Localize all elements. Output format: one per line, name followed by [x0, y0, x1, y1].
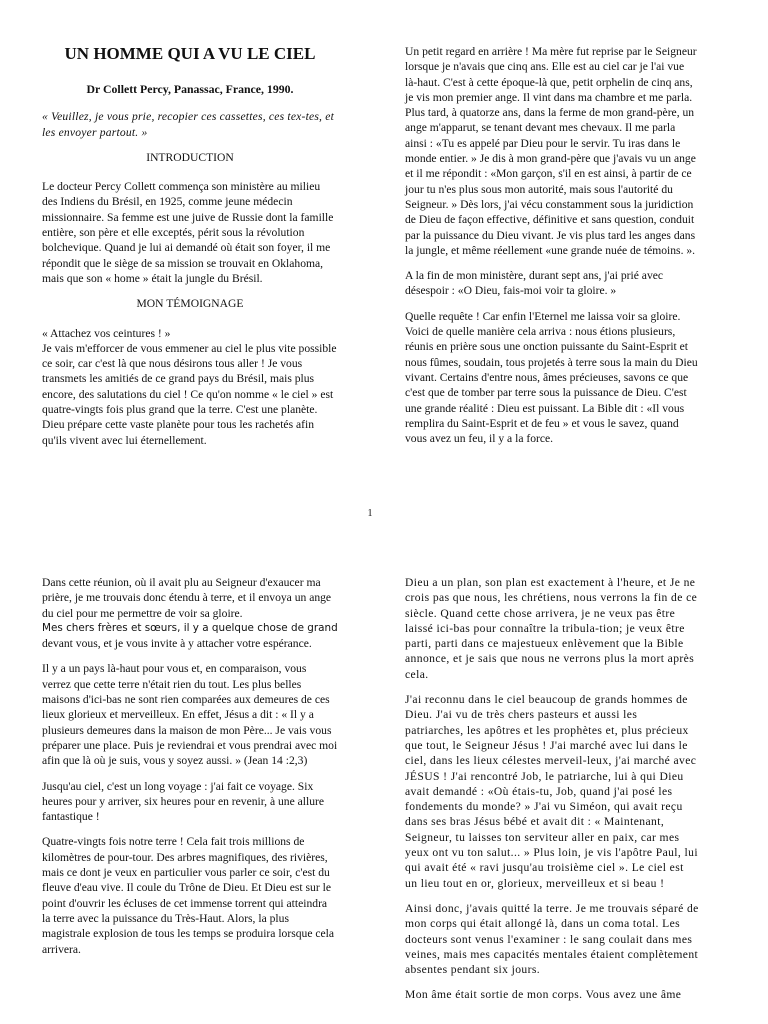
paragraph-meeting: Dans cette réunion, où il avait plu au Seigneur d'exaucer ma prière, je me trouvais donc étendu à terre, et il envoya un ange du ciel pour me permettre de voir sa gloire. [42, 576, 332, 620]
paragraph-river: Quatre-vingts fois notre terre ! Cela fait trois millions de kilomètres de pour-tour. Des arbres magnifiques, des rivières, mais ce dont je veux en particulier vous parler ce soir, c'est du fleuve d'eau vive. Il coule du Trône de Dieu. Et Dieu est sur le point d'ouvrir les écluses de cet immense torrent qui atteindra la terre avec la puissance du Très-Haut. Alors, la plus magistrale explosion de tous les temps se produira lorsque cela arrivera. [42, 835, 335, 956]
page-number: 1 [367, 508, 373, 519]
heading-testimony: MON TÉMOIGNAGE [136, 297, 244, 311]
testimony-quote: « Attachez vos ceintures ! » [42, 326, 171, 340]
heading-introduction: INTRODUCTION [146, 150, 234, 164]
paragraph-hope: devant vous, et je vous invite à y attacher votre espérance. [42, 637, 312, 651]
paragraph-mother-angel: Un petit regard en arrière ! Ma mère fut reprise par le Seigneur lorsque je n'avais que cinq ans. Elle est au ciel car je l'ai vue là-haut. C'est à cette époque-là que, petit orphelin de cinq ans, je vis mon premier ange. Il vint dans ma chambre et me parla. Plus tard, à quatorze ans, dans la ferme de mon grand-père, un ange m'apparut, se tenant devant mes chevaux. Il me parla ainsi : «Tu es appelé par Dieu pour le servir. Tu iras dans le monde entier. » Je dis à mon grand-père que j'avais vu un ange et il me répondit : «Mon garçon, s'il en est ainsi, à partir de ce jour tu n'es plus sous mon autorité, mais sous l'autorité du Seigneur. » Dès lors, j'ai vécu constamment sous la juridiction de Dieu de façon effective, définitive et sans question, conduit par la puissance du Dieu vivant. Je vis plus tard les anges dans la jungle, et même réellement «une grande nuée de témoins. ». [405, 45, 697, 257]
paragraph-great-men: J'ai reconnu dans le ciel beaucoup de grands hommes de Dieu. J'ai vu de très chers pasteurs et aussi les patriarches, les apôtres et les prophètes et, plus précieux que tout, le Seigneur Jésus ! J'ai marché avec lui dans le ciel, dans les lieux célestes merveil-leux, j'ai marché avec JÉSUS ! J'ai rencontré Job, le patriarche, lui à qui Dieu avait demandé : «Où étais-tu, Job, quand j'ai posé les fondements du monde? » J'ai vu Siméon, qui avait reçu dans ses bras Jésus bébé et avait dit : « Maintenant, Seigneur, tu laisses ton serviteur aller en paix, car mes yeux ont vu ton salut... » Plus loin, je vis l'apôtre Paul, lui qui avait été « ravi jusqu'au troisième ciel ». Le ciel est un lieu tout en or, glorieux, merveilleux et si beau ! [405, 693, 698, 890]
paragraph-left-earth: Ainsi donc, j'avais quitté la terre. Je me trouvais séparé de mon corps qui était allongé là, dans un coma total. Les docteurs sont venus l'examiner : le sang coulait dans mes veines, mais mes capacités mentales étaient complètement absentes pendant six jours. [405, 901, 699, 977]
intro-quote: « Veuillez, je vous prie, recopier ces cassettes, ces tex-tes, et les envoyer partout. » [42, 110, 335, 139]
intro-paragraph: Le docteur Percy Collett commença son ministère au milieu des Indiens du Brésil, en 1925, comme jeune médecin missionnaire. Sa femme est une juive de Russie dont la famille entière, son père et elle exceptés, périt sous la révolution bolchevique. Quand je lui ai demandé où était son foyer, il me répondit que le siège de sa mission se trouvait en Oklahoma, mais que son « home » était la jungle du Brésil. [42, 180, 334, 285]
paragraph-brothers-sisters: Mes chers frères et sœurs, il y a quelque chose de grand [42, 621, 338, 634]
page1-right-column [405, 44, 699, 456]
document-title: UN HOMME QUI A VU LE CIEL [64, 44, 316, 63]
paragraph-journey: Jusqu'au ciel, c'est un long voyage : j'ai fait ce voyage. Six heures pour y arriver, six heures pour en revenir, à une allure fantastique ! [42, 779, 325, 824]
paragraph-plan: Dieu a un plan, son plan est exactement à l'heure, et Je ne crois pas que nous, les chrétiens, nous verrons la fin de ce siècle. Quand cette chose arrivera, je ne veux pas être laissé ici-bas pour connaître la tribula-tion; je veux être parti, parti dans ce majestueux enlèvement que la Bible annonce, et je sais que nous ne verrons plus la mort après cela. [405, 576, 698, 681]
paragraph-request: Quelle requête ! Car enfin l'Eternel me laissa voir sa gloire. Voici de quelle manière cela arriva : nous étions plusieurs, réunis en prière sous une onction puissante du Saint-Esprit et nous fûmes, soudain, tous projetés à terre sous la main du Dieu vivant. Certains d'entre nous, âmes précieuses, savons ce que c'est que de tomber par terre sous la puissance de Dieu. C'est une grande réalité : Dieu est puissant. La Bible dit : «Il vous remplira du Saint-Esprit et de feu » et vous le savez, quand vous avez un feu, il y a la force. [405, 309, 698, 446]
page2-left-column [42, 575, 338, 967]
paragraph-prayer: A la fin de mon ministère, durant sept ans, j'ai prié avec désespoir : «O Dieu, fais-moi voir ta gloire. » [405, 269, 664, 298]
page1-left-column [42, 44, 338, 458]
paragraph-soul: Mon âme était sortie de mon corps. Vous avez une âme [405, 988, 682, 1002]
document-subtitle: Dr Collett Percy, Panassac, France, 1990. [86, 82, 294, 96]
paragraph-country: Il y a un pays là-haut pour vous et, en comparaison, vous verrez que cette terre n'était rien du tout. Les plus belles maisons d'ici-bas ne sont rien comparées aux demeures de ces lieux glorieux et merveilleux. En effet, Jésus a dit : « Il y a plusieurs demeures dans la maison de mon Père... Je vais vous préparer une place. Puis je reviendrai et vous prendrai avec moi afin que là où je suis, vous y soyez aussi. » (Jean 14 :2,3) [42, 662, 338, 768]
page2-right-column [405, 575, 699, 1013]
testimony-paragraph: Je vais m'efforcer de vous emmener au ciel le plus vite possible ce soir, car c'est là que nous désirons tous aller ! Je vous transmets les amitiés de ce grand pays du Brésil, mais plus encore, des salutations du ciel ! Ce qu'on nomme « le ciel » est quatre-vingts fois plus grand que la terre. C'est une planète. Dieu prépare cette vaste planète pour tous les rachetés afin qu'ils vivent avec lui éternellement. [42, 341, 337, 447]
